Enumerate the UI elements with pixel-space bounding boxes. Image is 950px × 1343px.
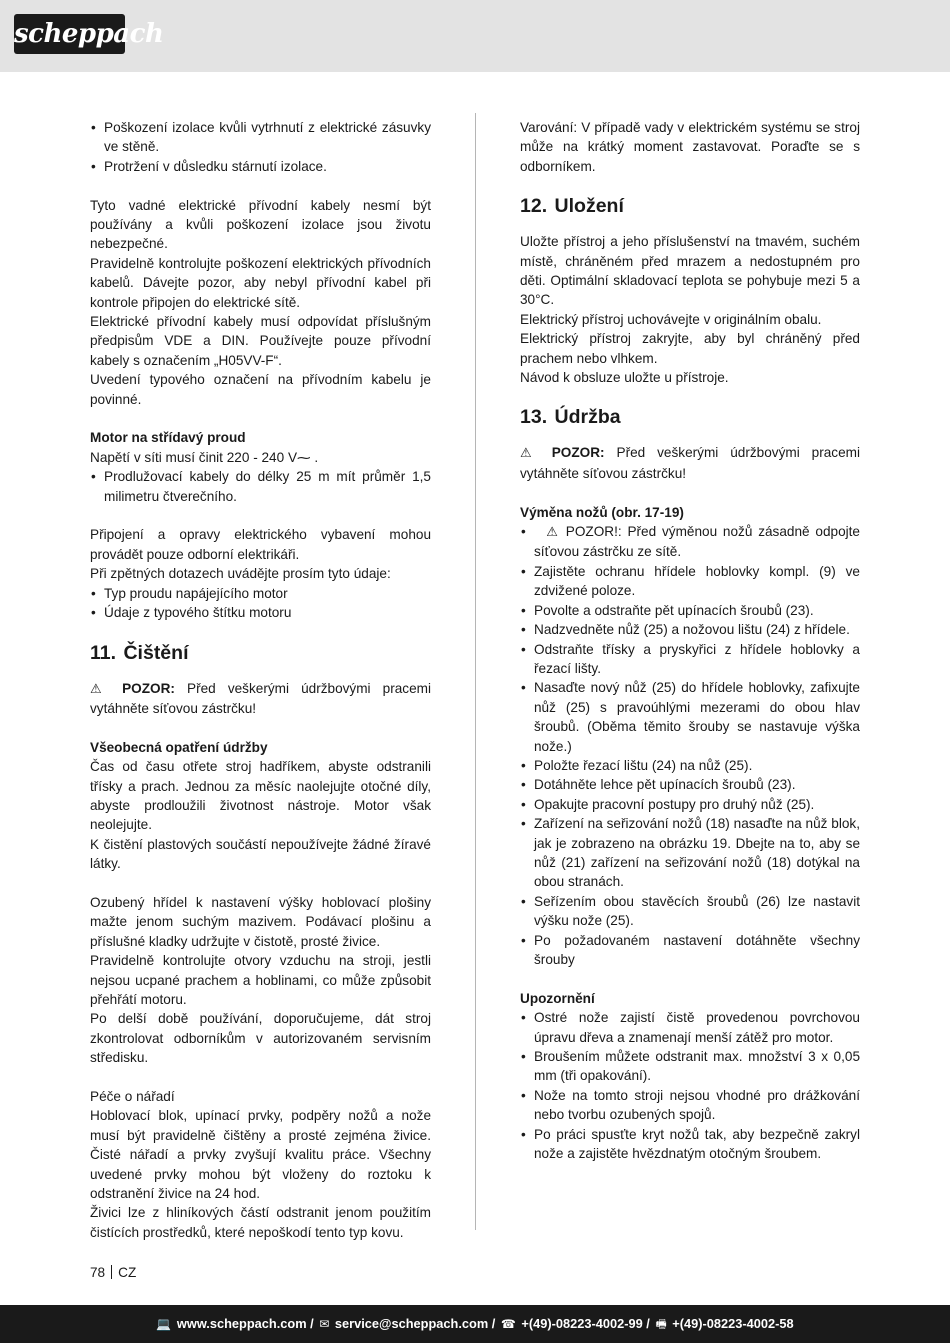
section-heading-maintenance <box>520 405 860 429</box>
tool-care-heading: Péče o nářadí <box>90 1089 175 1104</box>
warning-triangle-icon: ⚠ <box>534 525 560 541</box>
list-item: • Povolte a odstraňte pět upínacích šroubů (23). <box>520 601 860 620</box>
list-item: • Opakujte pracovní postupy pro druhý nůž (25). <box>520 795 860 814</box>
column-divider <box>475 113 476 1230</box>
warning-label: POZOR: <box>122 680 175 696</box>
warning-paragraph <box>90 679 431 719</box>
list-item: • Údaje z typového štítku motoru <box>90 603 431 622</box>
details-list <box>90 584 431 623</box>
paragraph: Návod k obsluze uložte u přístroje. <box>520 370 729 386</box>
list-item: • Protržení v důsledku stárnutí izolace. <box>90 157 431 176</box>
page-header <box>0 0 950 72</box>
warning-text: Před veškerými údržbovými pracemi vytáhněte síťovou zástrčku! <box>520 445 860 481</box>
paragraph: Uvedení typového označení na přívodním kabelu je povinné. <box>90 372 431 407</box>
footer-website: www.scheppach.com / <box>176 1316 314 1331</box>
section-number: 13. <box>520 406 548 429</box>
computer-icon: 💻 <box>156 1317 172 1331</box>
list-item-text: POZOR!: Před výměnou nožů zásadně odpojte síťovou zástrčku ze sítě. <box>534 524 860 560</box>
paragraph: Elektrický přístroj uchovávejte v originálním obalu. <box>520 311 822 327</box>
list-item: • Seřízením obou stavěcích šroubů (26) lze nastavit výšku nože (25). <box>520 892 860 931</box>
page-number-value: 78 <box>90 1265 106 1280</box>
list-item: • Odstraňte třísky a pryskyřici z hřídele hoblovky a řezací lišty. <box>520 640 860 679</box>
list-item: • Nasaďte nový nůž (25) do hřídele hoblovky, zafixujte nůž (25) s pravoúhlými mezerami do obou hlav šroubů. (Oběma těmito šrouby se nastavuje výška nože.) <box>520 678 860 756</box>
section-number: 12. <box>520 195 548 218</box>
list-item: • Nadzvedněte nůž (25) a nožovou lištu (24) z hřídele. <box>520 620 860 639</box>
knife-replacement-heading: Výměna nožů (obr. 17-19) <box>520 504 684 520</box>
page-number-separator <box>111 1265 112 1279</box>
list-item: • Po práci spusťte kryt nožů tak, aby bezpečně zakryl nože a zajistěte hvězdnatým otočným šroubem. <box>520 1125 860 1164</box>
brand-logo: scheppach <box>14 14 125 54</box>
list-item: • Zajistěte ochranu hřídele hoblovky kompl. (9) ve zdvižené poloze. <box>520 562 860 601</box>
warning-triangle-icon: ⚠ <box>90 681 110 697</box>
page-footer <box>0 1305 950 1343</box>
list-item <box>520 522 860 562</box>
paragraph: Hoblovací blok, upínací prvky, podpěry nožů a nože musí být pravidelně čištěny a prosté zejména živice. Čisté nářadí a prvky zvyšují kvalitu práce. Všechny uvedené prvky mohou být vloženy do roztoku k odstranění živice na 24 hod. <box>90 1108 431 1202</box>
section-title: Čištění <box>123 641 189 664</box>
knife-replacement-list <box>520 522 860 969</box>
list-item: • Broušením můžete odstranit max. množství 3 x 0,05 mm (tři opakování). <box>520 1047 860 1086</box>
left-column <box>90 118 431 1242</box>
footer-phone: +(49)-08223-4002-99 / <box>521 1316 650 1331</box>
fax-icon: 🖷 <box>655 1317 667 1331</box>
page-number <box>90 1265 136 1280</box>
note-heading: Upozornění <box>520 990 595 1006</box>
insulation-damage-list <box>90 118 431 176</box>
language-code: CZ <box>118 1265 137 1280</box>
section-title: Údržba <box>554 406 621 429</box>
footer-fax: +(49)-08223-4002-58 <box>672 1316 794 1331</box>
section-title: Uložení <box>554 195 624 218</box>
warning-text: Před veškerými údržbovými pracemi vytáhněte síťovou zástrčku! <box>90 680 432 716</box>
list-item: • Poškození izolace kvůli vytrhnutí z elektrické zásuvky ve stěně. <box>90 118 431 157</box>
list-item: • Ostré nože zajistí čistě provedenou povrchovou úpravu dřeva a znamenají menší zátěž pro motor. <box>520 1008 860 1047</box>
paragraph: Tyto vadné elektrické přívodní kabely nesmí být používány a kvůli poškození izolace jsou životu nebezpečné. <box>90 197 431 252</box>
motor-heading: Motor na střídavý proud <box>90 430 246 446</box>
list-item: • Prodlužovací kabely do délky 25 m mít průměr 1,5 milimetru čtverečního. <box>90 467 431 506</box>
list-item: • Zařízení na seřizování nožů (18) nasaďte na nůž blok, jak je zobrazeno na obrázku 19. Dbejte na to, aby se nůž (21) zařízení na seřizování nožů (18) dotýkal na obou stranách. <box>520 814 860 892</box>
footer-email: service@scheppach.com / <box>334 1316 496 1331</box>
paragraph: Elektrický přístroj zakryjte, aby byl chráněný před prachem nebo vlhkem. <box>520 331 860 366</box>
section-heading-storage <box>520 194 860 218</box>
list-item: • Po požadovaném nastavení dotáhněte všechny šrouby <box>520 931 860 970</box>
paragraph: Připojení a opravy elektrického vybavení mohou provádět pouze odborní elektrikáři. <box>90 527 431 562</box>
section-heading-cleaning <box>90 641 431 665</box>
paragraph: Při zpětných dotazech uvádějte prosím tyto údaje: <box>90 566 391 582</box>
motor-list <box>90 467 431 506</box>
paragraph: Po delší době používání, doporučujeme, dát stroj zkontrolovat odborníkům v autorizovaném servisním středisku. <box>90 1011 431 1066</box>
paragraph: Varování: V případě vady v elektrickém systému se stroj může na krátký moment zastavovat. Poraďte se s odborníkem. <box>520 120 860 174</box>
note-list <box>520 1008 860 1163</box>
list-item: • Dotáhněte lehce pět upínacích šroubů (23). <box>520 775 860 794</box>
warning-label: POZOR: <box>551 445 605 461</box>
phone-icon: ☎ <box>500 1317 516 1331</box>
list-item: • Typ proudu napájejícího motor <box>90 584 431 603</box>
paragraph: Napětí v síti musí činit 220 - 240 V⁓ . <box>90 449 319 465</box>
paragraph: Živici lze z hliníkových částí odstranit jenom použitím čistících prostředků, které nepoškodí tento typ kovu. <box>90 1205 431 1240</box>
right-column <box>520 118 860 1163</box>
section-number: 11. <box>90 641 117 664</box>
paragraph: Ozubený hřídel k nastavení výšky hoblovací plošiny mažte jenom suchým mazivem. Podávací plošinu a příslušné kladky udržujte v čistotě, prosté živice. <box>90 894 431 949</box>
paragraph: Pravidelně kontrolujte poškození elektrických přívodních kabelů. Dávejte pozor, aby nebyl přívodní kabel při kontrole připojen do elektrické sítě. <box>90 255 431 310</box>
paragraph: Pravidelně kontrolujte otvory vzduchu na stroji, jestli nejsou ucpané prachem a hoblinami, co může způsobit přehřátí motoru. <box>90 953 431 1007</box>
warning-triangle-icon: ⚠ <box>520 446 540 462</box>
paragraph: Elektrické přívodní kabely musí odpovídat příslušným předpisům VDE a DIN. Používejte pouze přívodní kabely s označením „H05VV-F“. <box>90 314 431 368</box>
paragraph: Čas od času otřete stroj hadříkem, abyste odstranili třísky a prach. Jednou za měsíc naolejujte otočné díly, abyste prodloužili životnost nástroje. Motor však neolejujte. <box>90 759 431 833</box>
maintenance-heading: Všeobecná opatření údržby <box>90 739 268 755</box>
list-item: • Nože na tomto stroji nejsou vhodné pro drážkování nebo tvorbu ozubených spojů. <box>520 1086 860 1125</box>
warning-paragraph <box>520 443 860 483</box>
email-icon: ✉ <box>319 1317 330 1331</box>
paragraph: Uložte přístroj a jeho příslušenství na tmavém, suchém místě, chráněném před mrazem a nedostupném pro děti. Optimální skladovací teplota se pohybuje mezi 5 a 30°C. <box>520 234 860 308</box>
paragraph: K čistění plastových součástí nepoužívejte žádné žíravé látky. <box>90 836 431 872</box>
list-item: • Položte řezací lištu (24) na nůž (25). <box>520 756 860 775</box>
